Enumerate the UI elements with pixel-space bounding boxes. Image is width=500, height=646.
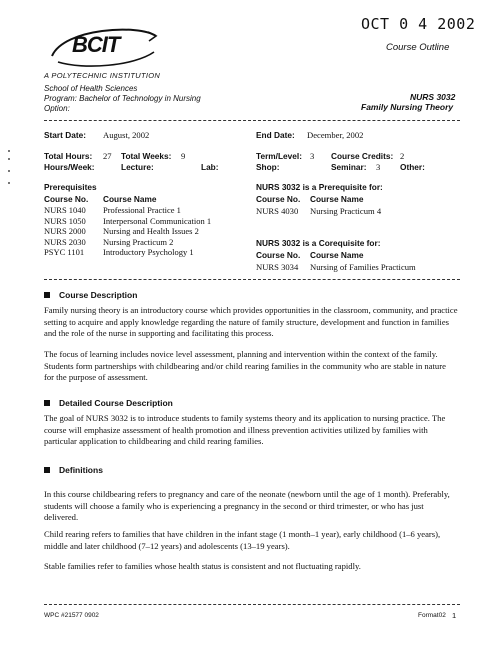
school-name: School of Health Sciences <box>44 84 138 93</box>
shop-label: Shop: <box>256 162 280 172</box>
divider <box>44 604 460 605</box>
prereq-for-col-course-no: Course No. <box>256 194 301 204</box>
prerequisite-code: PSYC 1101 <box>44 247 85 258</box>
start-date-value: August, 2002 <box>103 130 150 140</box>
prerequisite-code: NURS 1040 <box>44 205 86 215</box>
prerequisite-name: Professional Practice 1 <box>103 205 181 215</box>
term-level-label: Term/Level: <box>256 151 302 161</box>
document-type: Course Outline <box>386 42 450 53</box>
received-date-stamp: OCT 0 4 2002 <box>361 15 476 33</box>
other-label: Other: <box>400 162 425 172</box>
scan-mark <box>8 150 10 152</box>
prerequisite-name: Nursing and Health Issues 2 <box>103 226 199 237</box>
seminar-value: 3 <box>376 162 381 172</box>
lecture-label: Lecture: <box>121 162 154 172</box>
prerequisite-name: Introductory Psychology 1 <box>103 247 194 258</box>
option-label: Option: <box>44 104 70 113</box>
prerequisite-name: Interpersonal Communication 1 <box>103 215 212 226</box>
coreq-name: Nursing of Families Practicum <box>310 262 416 272</box>
coreq-code: NURS 3034 <box>256 262 299 272</box>
prereq-for-col-course-name: Course Name <box>310 194 364 204</box>
detailed-description-heading <box>44 398 173 408</box>
prereq-col-course-name: Course Name <box>103 194 157 204</box>
definitions-paragraph-1: In this course childbearing refers to pregnancy and care of the neonate (newborn until the age of 1 month). Preferably, students will choose a family who is experiencing a pregnancy in the second or third trimester, or who has just delivered. <box>44 489 450 523</box>
prerequisite-code: NURS 2000 <box>44 226 86 237</box>
end-date-label: End Date: <box>256 130 295 140</box>
definitions-paragraph-2: Child rearing refers to families that have children in the infant stage (1 month–1 year), early childhood (1–6 years), middle and later childhood (7–12 years) and adolescents (13–19 years). <box>44 529 441 551</box>
section-heading-text: Detailed Course Description <box>59 398 173 408</box>
corequisite-heading: NURS 3032 is a Corequisite for: <box>256 238 381 248</box>
total-weeks-value: 9 <box>181 151 186 161</box>
bullet-square-icon <box>44 292 50 298</box>
scan-mark <box>8 170 10 172</box>
footer-page-number: 1 <box>452 611 457 620</box>
total-weeks-label: Total Weeks: <box>121 151 172 161</box>
bcit-logo <box>44 22 164 72</box>
lab-label: Lab: <box>201 162 219 172</box>
section-heading-text: Course Description <box>59 290 138 300</box>
bullet-square-icon <box>44 400 50 406</box>
bullet-square-icon <box>44 467 50 473</box>
prereq-for-name: Nursing Practicum 4 <box>310 206 382 216</box>
logo-wordmark: BCIT <box>72 32 120 57</box>
total-hours-label: Total Hours: <box>44 151 93 161</box>
definitions-heading <box>44 465 103 475</box>
divider <box>44 120 460 121</box>
prerequisite-code: NURS 2030 <box>44 236 86 247</box>
course-credits-label: Course Credits: <box>331 151 394 161</box>
footer-document-id: WPC #21577 0902 <box>44 612 99 619</box>
prerequisites-heading: Prerequisites <box>44 182 97 192</box>
logo-tagline: A POLYTECHNIC INSTITUTION <box>44 71 161 80</box>
hours-week-label: Hours/Week: <box>44 162 95 172</box>
coreq-col-course-name: Course Name <box>310 250 364 260</box>
prereq-col-course-no: Course No. <box>44 194 89 204</box>
scan-mark <box>8 158 10 160</box>
coreq-col-course-no: Course No. <box>256 250 301 260</box>
seminar-label: Seminar: <box>331 162 367 172</box>
detailed-description-paragraph: The goal of NURS 3032 is to introduce students to family systems theory and its application to nursing practice. The course will emphasize assessment of health promotion and illness prevention activities utilized by families with particular application to childbearing and child rearing families. <box>44 413 446 447</box>
prerequisite-names <box>103 205 211 258</box>
definitions-paragraph-3: Stable families refer to families whose health status is consistent and not fluctuating rapidly. <box>44 561 361 571</box>
prereq-for-code: NURS 4030 <box>256 206 299 216</box>
prerequisite-name: Nursing Practicum 2 <box>103 236 174 247</box>
total-hours-value: 27 <box>103 151 112 161</box>
end-date-value: December, 2002 <box>307 130 364 140</box>
scan-mark <box>8 182 10 184</box>
start-date-label: Start Date: <box>44 130 86 140</box>
course-title: Family Nursing Theory <box>361 102 454 112</box>
prerequisite-codes <box>44 205 86 258</box>
prerequisite-for-heading: NURS 3032 is a Prerequisite for: <box>256 182 383 192</box>
term-level-value: 3 <box>310 151 315 161</box>
section-heading-text: Definitions <box>59 465 103 475</box>
program-name: Program: Bachelor of Technology in Nursing <box>44 94 201 103</box>
course-description-paragraph-1: Family nursing theory is an introductory course which provides opportunities in the classroom, community, and practice setting to acquire and apply knowledge regarding the nature of family structure, development and function in families and the role of the nurse in supporting and facilitating this process. <box>44 305 458 339</box>
prerequisite-code: NURS 1050 <box>44 215 86 226</box>
course-description-heading <box>44 290 137 300</box>
course-description-paragraph-2: The focus of learning includes novice level assessment, planning and intervention within the context of the family. Students form partnerships with childbearing and/or child rearing families in the community who are stable in nature for the purpose of assessment. <box>44 349 446 383</box>
footer-format: Format02 <box>418 612 446 619</box>
course-credits-value: 2 <box>400 151 405 161</box>
divider <box>44 279 460 280</box>
course-code: NURS 3032 <box>410 92 456 102</box>
